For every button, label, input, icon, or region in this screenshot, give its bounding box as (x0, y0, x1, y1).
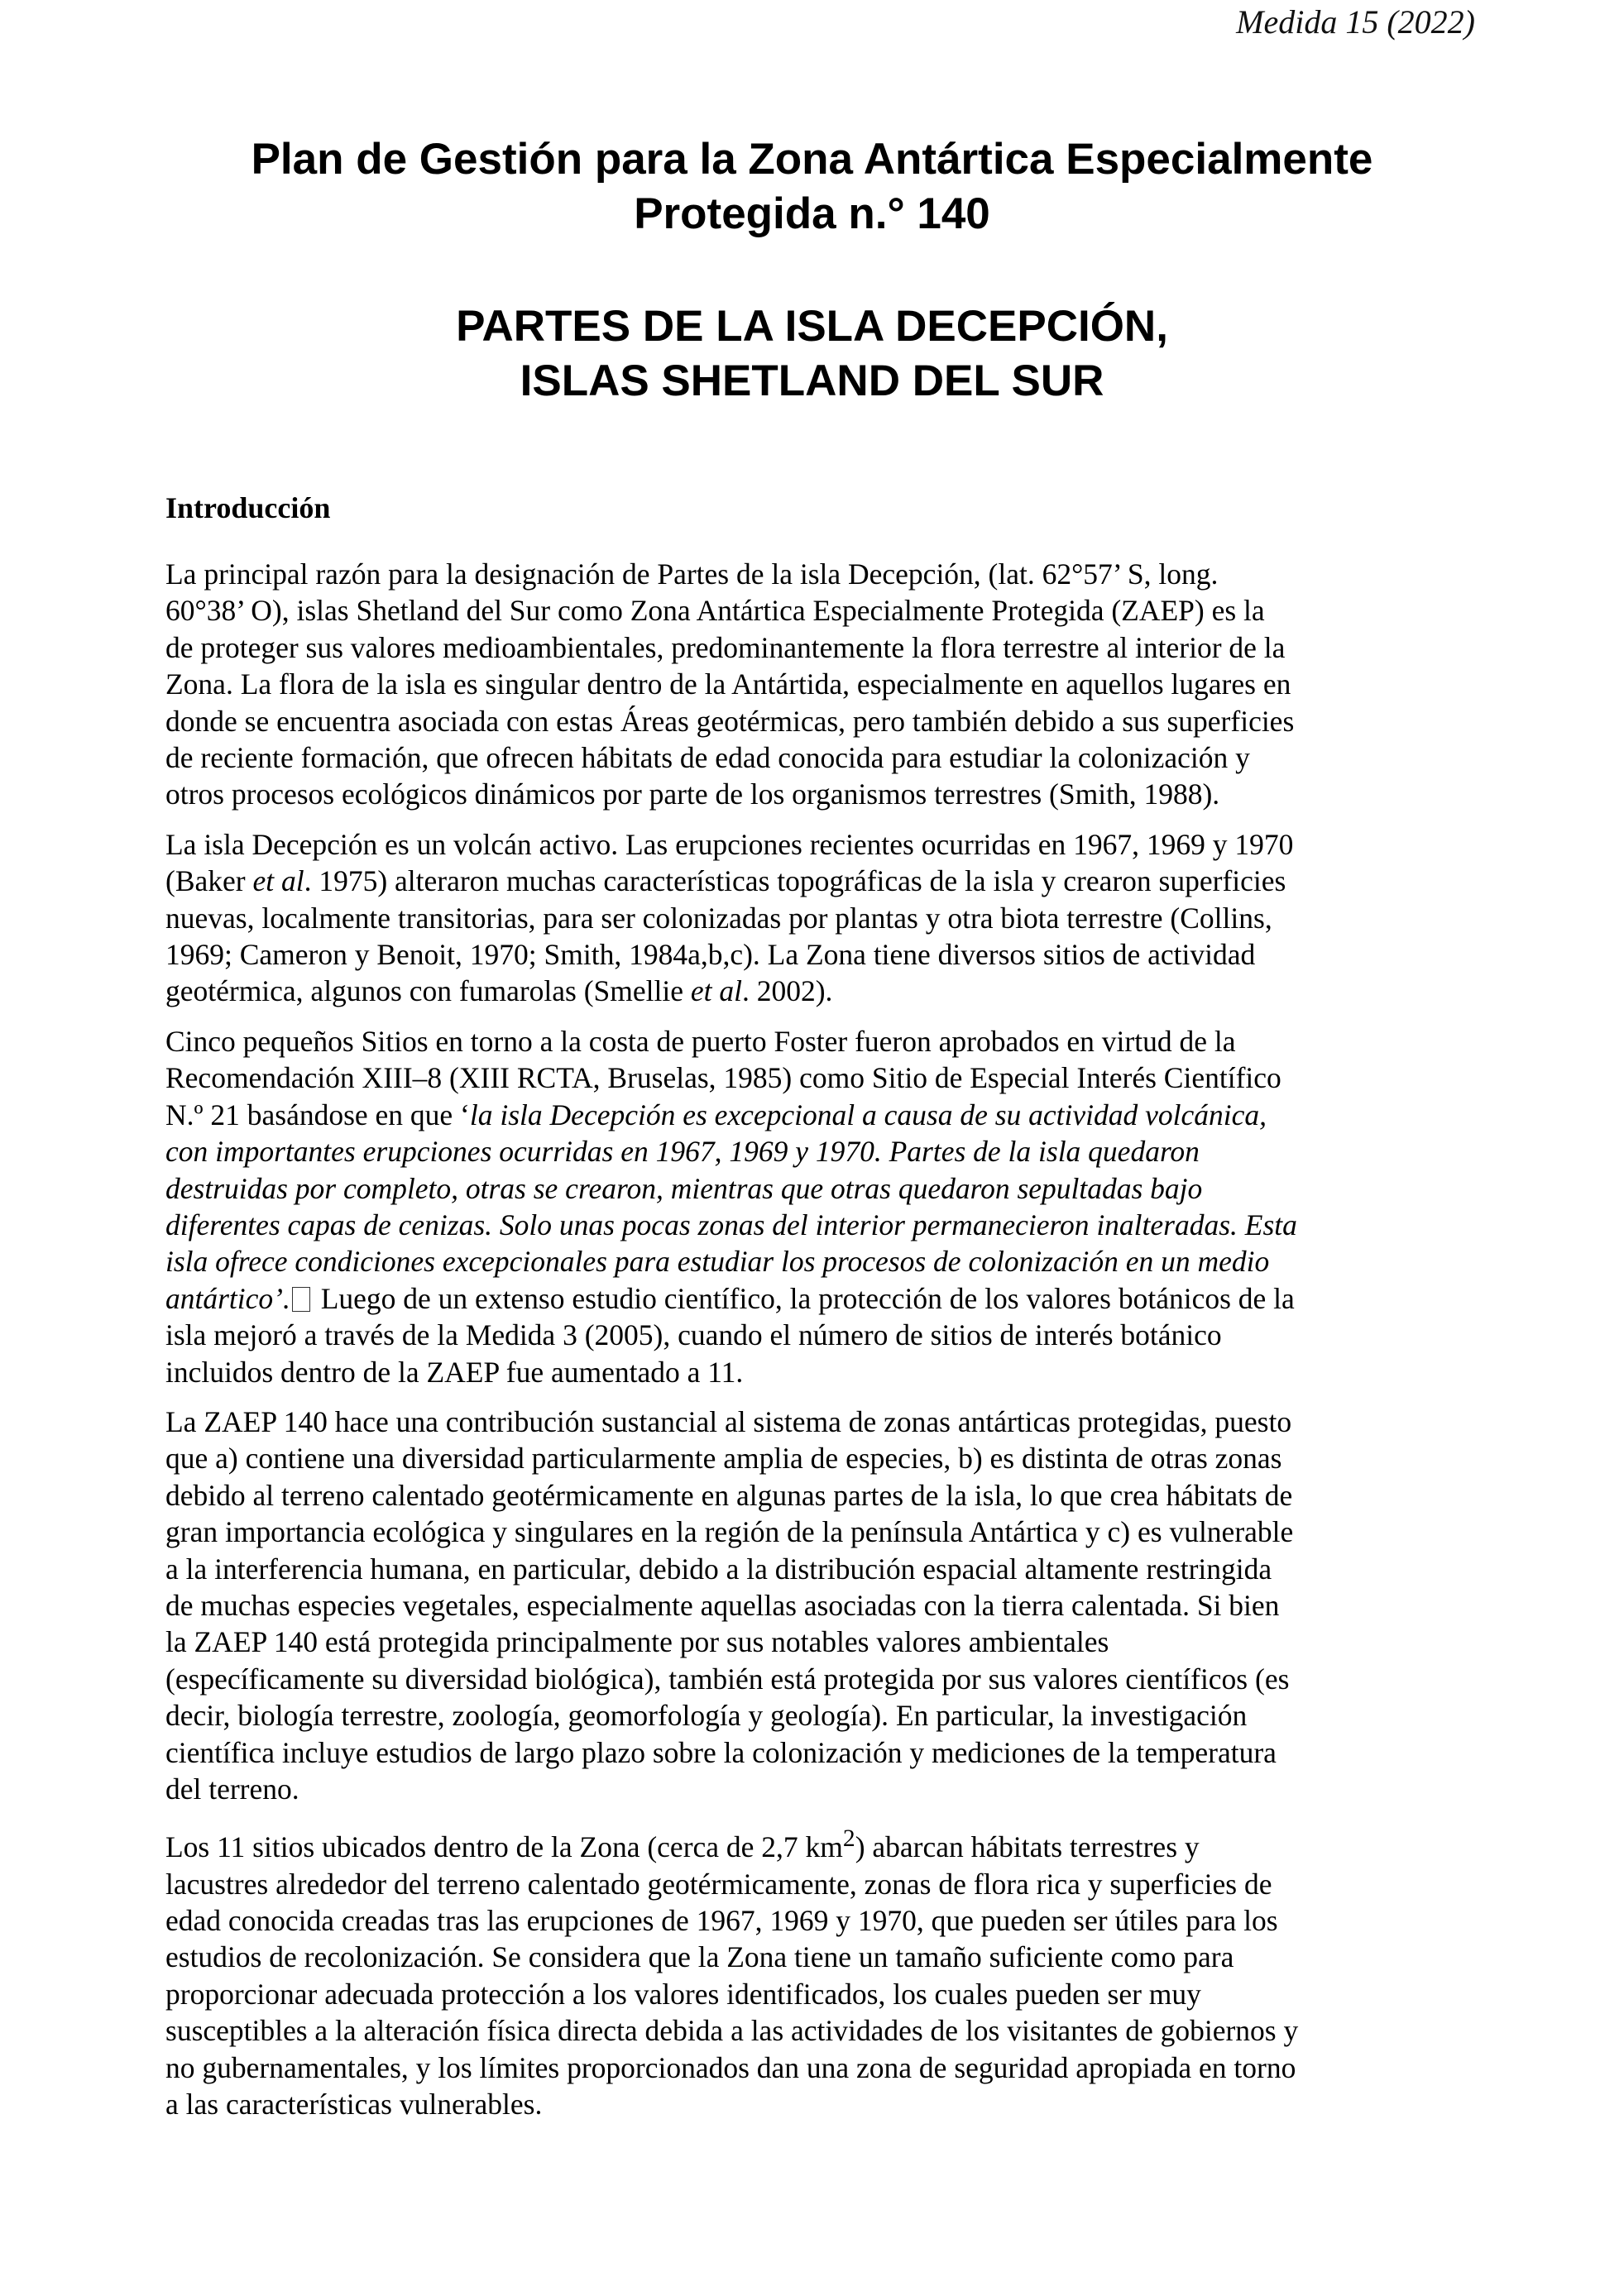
text-line: otros procesos ecológicos dinámicos por parte de los organismos terrestres (Smith, 1988). (165, 777, 1220, 811)
document-title-line: Protegida n.° 140 (634, 189, 990, 238)
text-line: susceptibles a la alteración física directa debida a las actividades de los visitantes de gobiernos y (165, 2014, 1299, 2048)
italic-text: et al (690, 974, 742, 1008)
paragraph-3 (165, 1023, 1473, 1390)
document-title-line: Plan de Gestión para la Zona Antártica Especialmente (251, 135, 1373, 184)
superscript: 2 (842, 1825, 855, 1853)
text-line (165, 1097, 1473, 1133)
paragraph-2 (165, 826, 1473, 1010)
document-subtitle (124, 299, 1500, 409)
text-line: de proteger sus valores medioambientales, predominantemente la flora terrestre al interior de la (165, 630, 1286, 664)
text-line: 1969; Cameron y Benoit, 1970; Smith, 1984a,b,c). La Zona tiene diversos sitios de actividad (165, 938, 1256, 972)
paragraph-5 (165, 1820, 1473, 2122)
text-run: . 2002). (741, 974, 833, 1008)
text-line: isla mejoró a través de la Medida 3 (2005), cuando el número de sitios de interés botánico (165, 1318, 1222, 1352)
text-line: Cinco pequeños Sitios en torno a la costa de puerto Foster fueron aprobados en virtud de la (165, 1024, 1236, 1058)
text-line: de muchas especies vegetales, especialmente aquellas asociadas con la tierra calentada. Si bien (165, 1588, 1280, 1622)
document-subtitle-line: PARTES DE LA ISLA DECEPCIÓN, (456, 302, 1168, 351)
text-run: geotérmica, algunos con fumarolas (Smellie (165, 974, 691, 1008)
text-line: La principal razón para la designación de Partes de la isla Decepción, (lat. 62°57’ S, long. (165, 557, 1219, 591)
text-line (165, 1820, 1473, 1865)
missing-glyph-icon (292, 1287, 310, 1312)
text-line: a las características vulnerables. (165, 2088, 543, 2121)
section-heading-introduccion: Introducción (165, 491, 331, 524)
text-line: debido al terreno calentado geotérmicamente en algunas partes de la isla, lo que crea hábitats de (165, 1478, 1293, 1512)
text-line: edad conocida creadas tras las erupciones de 1967, 1969 y 1970, que pueden ser útiles para los (165, 1904, 1278, 1938)
text-line: de reciente formación, que ofrecen hábitats de edad conocida para estudiar la colonización y (165, 741, 1250, 775)
text-line: La isla Decepción es un volcán activo. Las erupciones recientes ocurridas en 1967, 1969 y 1970 (165, 827, 1294, 861)
running-header: Medida 15 (2022) (1236, 3, 1475, 41)
italic-quote: con importantes erupciones ocurridas en 1967, 1969 y 1970. Partes de la isla quedaron (165, 1135, 1200, 1169)
text-run: N.º 21 basándose en que ‘ (165, 1098, 470, 1131)
text-line: estudios de recolonización. Se considera que la Zona tiene un tamaño suficiente como para (165, 1940, 1234, 1974)
italic-quote: destruidas por completo, otras se crearon, mientras que otras quedaron sepultadas bajo (165, 1171, 1203, 1205)
text-line (165, 1207, 1473, 1243)
text-line: no gubernamentales, y los límites proporcionados dan una zona de seguridad apropiada en torno (165, 2050, 1296, 2084)
text-line: decir, biología terrestre, zoología, geomorfología y geología). En particular, la investigación (165, 1699, 1248, 1733)
text-line (165, 1243, 1473, 1280)
paragraph-4 (165, 1404, 1473, 1807)
text-line (165, 863, 1473, 899)
text-line: del terreno. (165, 1772, 299, 1806)
document-title (124, 132, 1500, 242)
text-line: que a) contiene una diversidad particularmente amplia de especies, b) es distinta de otras zonas (165, 1442, 1282, 1476)
text-line: 60°38’ O), islas Shetland del Sur como Zona Antártica Especialmente Protegida (ZAEP) es la (165, 594, 1265, 628)
text-run: (Baker (165, 864, 253, 898)
text-run: . 1975) alteraron muchas características topográficas de la isla y crearon superficies (304, 864, 1286, 898)
text-line: científica incluye estudios de largo plazo sobre la colonización y mediciones de la temperatura (165, 1735, 1277, 1769)
document-subtitle-line: ISLAS SHETLAND DEL SUR (520, 356, 1104, 405)
text-line (165, 1170, 1473, 1207)
text-line (165, 1133, 1473, 1170)
text-line: la ZAEP 140 está protegida principalmente por sus notables valores ambientales (165, 1625, 1109, 1659)
italic-quote: diferentes capas de cenizas. Solo unas pocas zonas del interior permanecieron inalteradas. Esta (165, 1208, 1297, 1241)
text-line: gran importancia ecológica y singulares en la región de la península Antártica y c) es vulnerable (165, 1515, 1294, 1549)
text-line: La ZAEP 140 hace una contribución sustancial al sistema de zonas antárticas protegidas, puesto (165, 1404, 1292, 1438)
text-line (165, 973, 1473, 1009)
italic-quote: antártico’. (165, 1281, 290, 1315)
text-line: (específicamente su diversidad biológica), también está protegida por sus valores científicos (es (165, 1662, 1290, 1696)
italic-quote: la isla Decepción es excepcional a causa de su actividad volcánica, (469, 1098, 1267, 1131)
text-run: ) abarcan hábitats terrestres y (855, 1830, 1200, 1864)
text-run: Luego de un extenso estudio científico, la protección de los valores botánicos de la (313, 1281, 1295, 1315)
title-block (124, 132, 1500, 409)
italic-quote: isla ofrece condiciones excepcionales para estudiar los procesos de colonización en un medio (165, 1245, 1270, 1279)
italic-text: et al (252, 864, 304, 898)
text-line: nuevas, localmente transitorias, para ser colonizadas por plantas y otra biota terrestre (Collins, (165, 901, 1272, 935)
text-line: donde se encuentra asociada con estas Áreas geotérmicas, pero también debido a sus superficies (165, 704, 1295, 738)
text-line (165, 1280, 1473, 1317)
body-text (165, 490, 1473, 2136)
text-line: incluidos dentro de la ZAEP fue aumentado a 11. (165, 1355, 744, 1389)
text-line: Zona. La flora de la isla es singular dentro de la Antártida, especialmente en aquellos lugares en (165, 667, 1291, 701)
paragraph-1 (165, 556, 1473, 813)
text-run: Los 11 sitios ubicados dentro de la Zona (cerca de 2,7 km (165, 1830, 843, 1864)
text-line: lacustres alrededor del terreno calentado geotérmicamente, zonas de flora rica y superficies de (165, 1867, 1272, 1901)
text-line: Recomendación XIII–8 (XIII RCTA, Bruselas, 1985) como Sitio de Especial Interés Científico (165, 1061, 1281, 1095)
text-line: proporcionar adecuada protección a los valores identificados, los cuales pueden ser muy (165, 1977, 1201, 2011)
text-line: a la interferencia humana, en particular, debido a la distribución espacial altamente restringida (165, 1552, 1272, 1586)
